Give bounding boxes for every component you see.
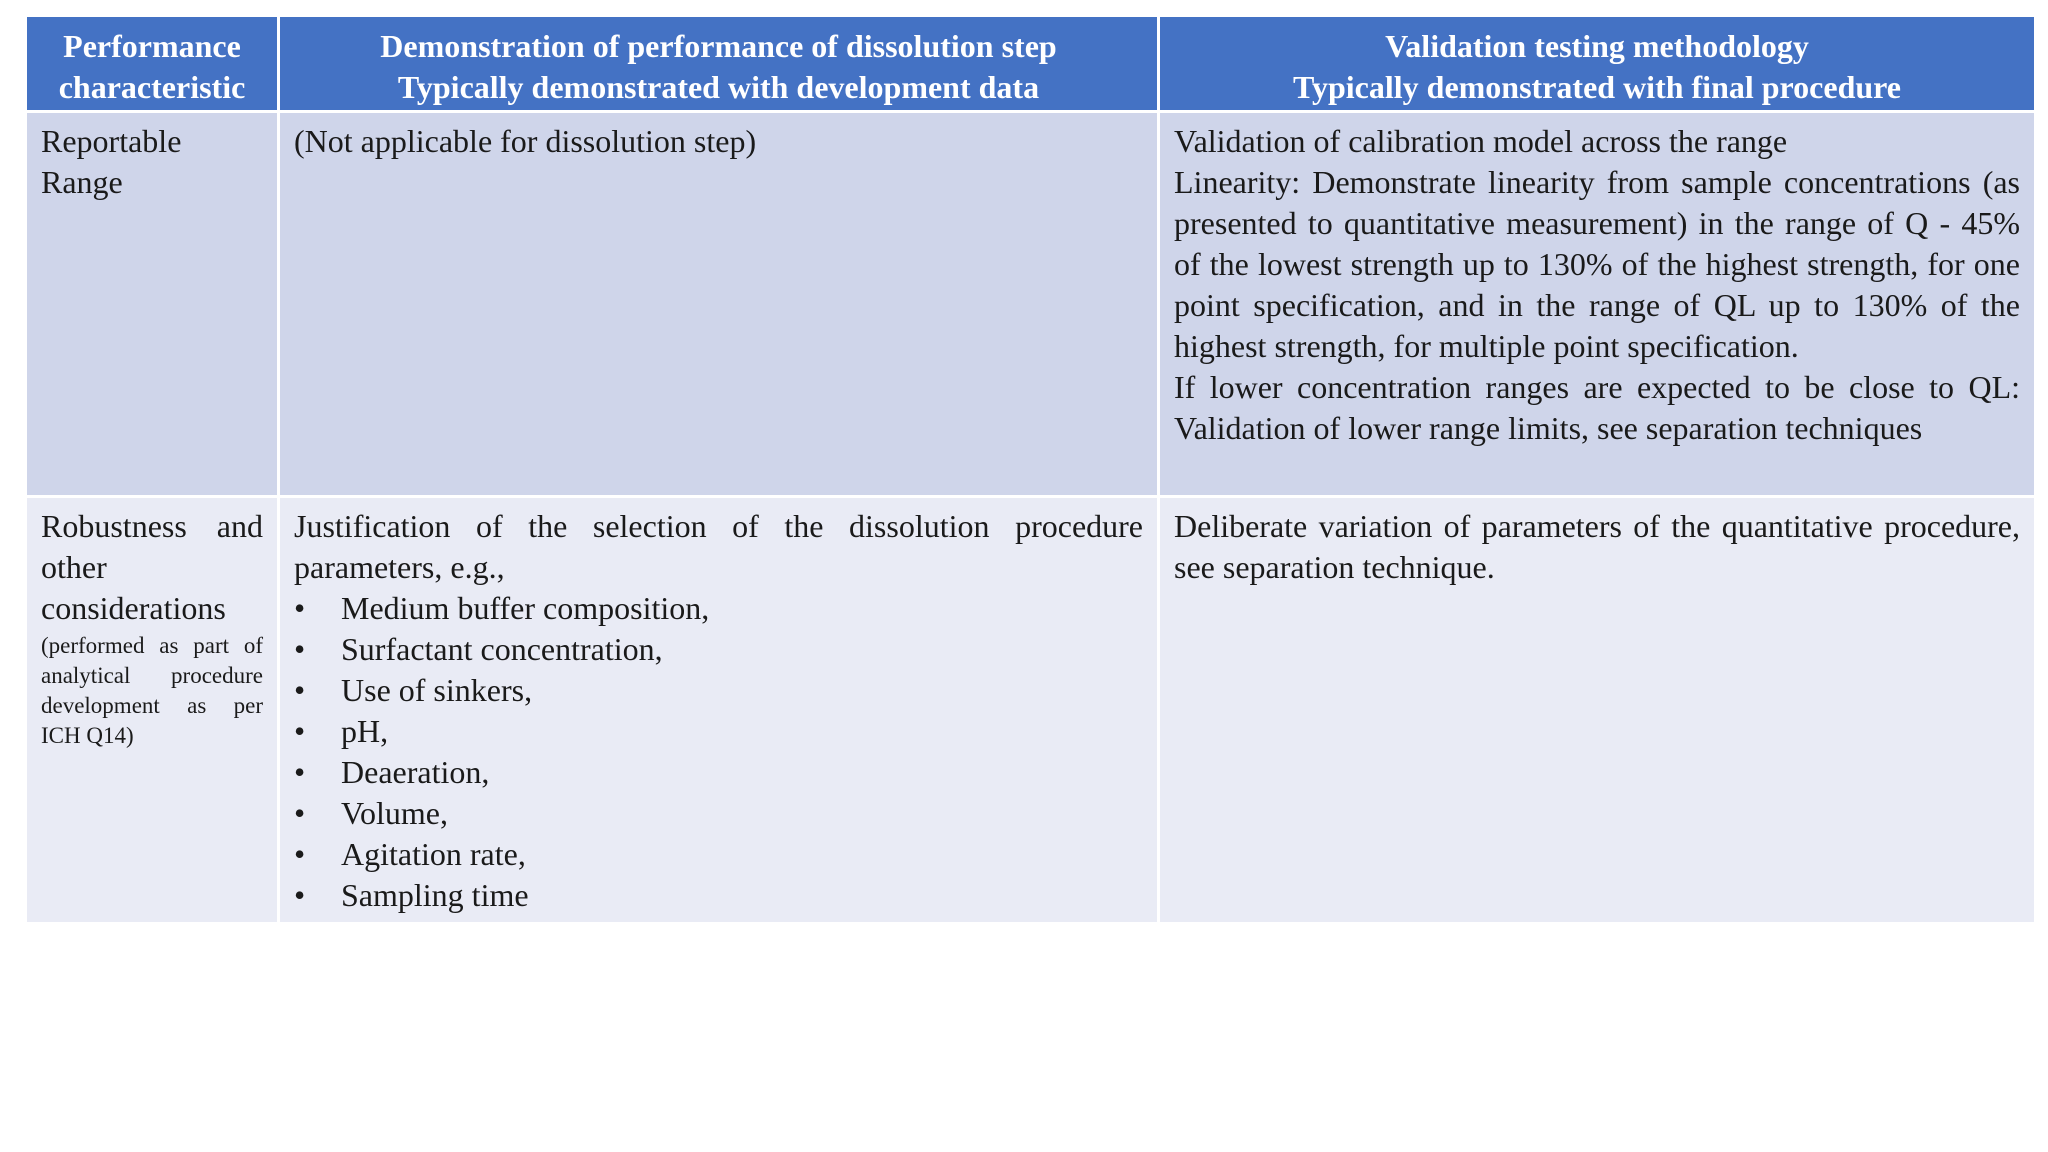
cell-validation	[1159, 497, 2036, 924]
header-col1-line2: characteristic	[58, 69, 246, 105]
table-row-robustness	[26, 497, 2036, 924]
bullet-icon: •	[294, 877, 306, 913]
bullet-icon: •	[294, 713, 306, 749]
list-item-text: pH,	[341, 713, 389, 749]
bullet-icon: •	[294, 836, 306, 872]
cell-dissolution	[279, 497, 1159, 924]
header-col2-line1: Demonstration of performance of dissolution step	[380, 28, 1057, 64]
bullet-icon: •	[294, 590, 306, 626]
header-validation-methodology	[1159, 16, 2036, 112]
table-row-reportable-range	[26, 112, 2036, 497]
header-col3-line1: Validation testing methodology	[1385, 28, 1809, 64]
header-col2-line2: Typically demonstrated with development data	[397, 69, 1040, 105]
bullet-icon: •	[294, 754, 306, 790]
list-item	[294, 752, 1143, 793]
characteristic-label: Reportable Range	[41, 123, 182, 200]
validation-paragraph: Validation of calibration model across the range	[1174, 123, 1788, 159]
cell-validation	[1159, 112, 2036, 497]
cell-characteristic	[26, 497, 279, 924]
bullet-icon: •	[294, 795, 306, 831]
header-row	[26, 16, 2036, 112]
list-item	[294, 875, 1143, 916]
characteristic-label: Robustness and other considerations	[41, 508, 263, 626]
header-dissolution-step	[279, 16, 1159, 112]
characteristic-note: (performed as part of analytical procedure development as per ICH Q14)	[41, 633, 263, 748]
list-item	[294, 629, 1143, 670]
list-item	[294, 834, 1143, 875]
validation-paragraph: Linearity: Demonstrate linearity from sample concentrations (as presented to quantitative measurement) in the range of Q - 45% of the lowest strength up to 130% of the highest strength, for one point specification, and in the range of QL up to 130% of the highest strength, for multiple point specification.	[1174, 164, 2020, 364]
header-col3-line2: Typically demonstrated with final procedure	[1293, 69, 1901, 105]
list-item	[294, 793, 1143, 834]
bullet-icon: •	[294, 631, 306, 667]
validation-text: Deliberate variation of parameters of the quantitative procedure, see separation technique.	[1174, 508, 2020, 585]
list-item	[294, 670, 1143, 711]
dissolution-intro: Justification of the selection of the dissolution procedure parameters, e.g.,	[294, 508, 1143, 585]
list-item-text: Surfactant concentration,	[341, 631, 663, 667]
bullet-icon: •	[294, 672, 306, 708]
list-item	[294, 588, 1143, 629]
list-item-text: Use of sinkers,	[341, 672, 533, 708]
header-col1-line1: Performance	[63, 28, 241, 64]
validation-table	[24, 14, 2037, 925]
cell-characteristic	[26, 112, 279, 497]
list-item-text: Volume,	[341, 795, 448, 831]
list-item-text: Sampling time	[341, 877, 529, 913]
cell-dissolution	[279, 112, 1159, 497]
dissolution-text: (Not applicable for dissolution step)	[294, 123, 757, 159]
parameter-list	[294, 588, 1143, 916]
validation-paragraph: If lower concentration ranges are expected to be close to QL: Validation of lower range limits, see separation techniques	[1174, 369, 2020, 446]
list-item-text: Agitation rate,	[341, 836, 526, 872]
list-item-text: Medium buffer composition,	[341, 590, 710, 626]
list-item	[294, 711, 1143, 752]
header-performance-characteristic	[26, 16, 279, 112]
list-item-text: Deaeration,	[341, 754, 490, 790]
